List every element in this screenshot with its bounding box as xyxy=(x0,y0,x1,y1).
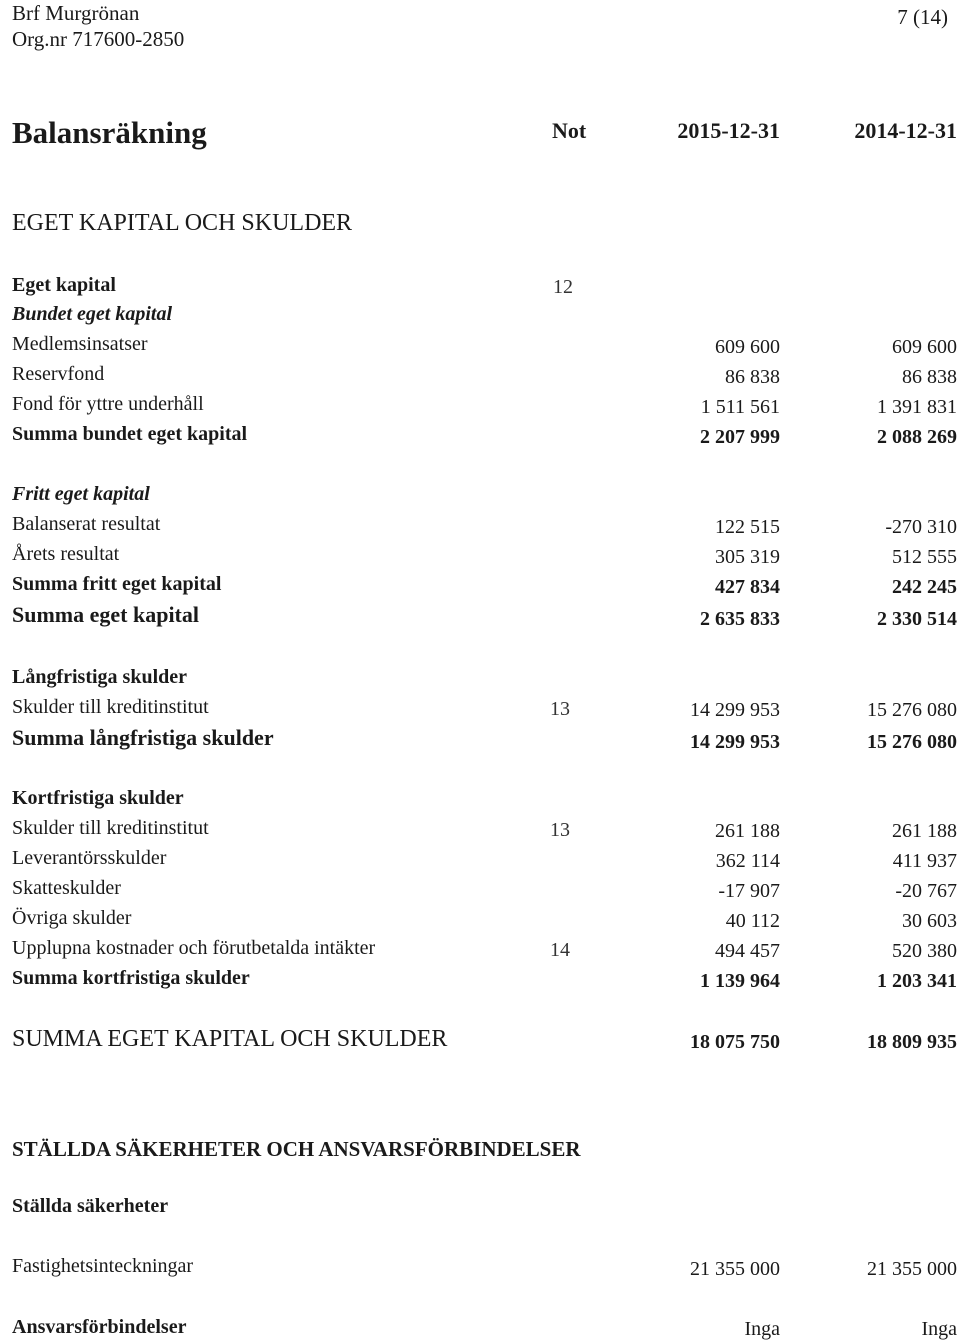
ansvar-previous: Inga xyxy=(921,1318,957,1340)
row-previous: 1 391 831 xyxy=(877,396,957,418)
row-label: Fond för yttre underhåll xyxy=(12,393,204,415)
row-label: Övriga skulder xyxy=(12,907,132,929)
total-current: 2 635 833 xyxy=(700,608,780,630)
row-label: Leverantörsskulder xyxy=(12,847,167,869)
sum-label: Summa kortfristiga skulder xyxy=(12,967,250,989)
org-name: Brf Murgrönan xyxy=(12,1,140,25)
sum-current: 1 139 964 xyxy=(700,970,780,992)
row-current: 609 600 xyxy=(715,336,780,358)
row-label: Balanserat resultat xyxy=(12,513,161,535)
sum-label: Summa långfristiga skulder xyxy=(12,725,274,750)
row-label: Skulder till kreditinstitut xyxy=(12,696,209,718)
row-label: Skulder till kreditinstitut xyxy=(12,817,209,839)
sum-previous: 242 245 xyxy=(892,576,957,598)
stallda-heading: Ställda säkerheter xyxy=(12,1195,169,1217)
grand-total-current: 18 075 750 xyxy=(690,1031,780,1053)
sum-current: 2 207 999 xyxy=(700,426,780,448)
sum-previous: 2 088 269 xyxy=(877,426,957,448)
row-current: 86 838 xyxy=(725,366,780,388)
row-current: 261 188 xyxy=(715,820,780,842)
row-previous: -270 310 xyxy=(885,516,957,538)
row-previous: 21 355 000 xyxy=(867,1258,957,1280)
row-previous: 30 603 xyxy=(902,910,957,932)
row-label: Upplupna kostnader och förutbetalda intäkter xyxy=(12,937,376,959)
langfristiga-heading: Långfristiga skulder xyxy=(12,666,188,688)
sum-label: Summa fritt eget kapital xyxy=(12,573,222,595)
row-previous: 261 188 xyxy=(892,820,957,842)
row-previous: 15 276 080 xyxy=(867,699,957,721)
sum-current: 427 834 xyxy=(715,576,780,598)
row-previous: -20 767 xyxy=(895,880,957,902)
column-previous: 2014-12-31 xyxy=(854,118,957,143)
section-title: EGET KAPITAL OCH SKULDER xyxy=(12,210,353,236)
row-current: 122 515 xyxy=(715,516,780,538)
eget-kapital-heading: Eget kapital xyxy=(12,274,116,296)
row-previous: 512 555 xyxy=(892,546,957,568)
row-label: Reservfond xyxy=(12,363,105,385)
column-note: Not xyxy=(552,118,587,143)
row-current: 40 112 xyxy=(725,910,780,932)
row-current: -17 907 xyxy=(718,880,780,902)
stallda-title: STÄLLDA SÄKERHETER OCH ANSVARSFÖRBINDELSER xyxy=(12,1137,581,1161)
row-note: 13 xyxy=(550,819,570,841)
row-previous: 609 600 xyxy=(892,336,957,358)
kortfristiga-heading: Kortfristiga skulder xyxy=(12,787,184,809)
sum-label: Summa bundet eget kapital xyxy=(12,423,248,445)
page-title: Balansräkning xyxy=(12,115,207,150)
row-note: 14 xyxy=(550,939,570,961)
row-note: 13 xyxy=(550,698,570,720)
total-previous: 2 330 514 xyxy=(877,608,957,630)
row-label: Fastighetsinteckningar xyxy=(12,1255,194,1277)
bundet-heading: Bundet eget kapital xyxy=(12,303,172,325)
org-number: Org.nr 717600-2850 xyxy=(12,27,185,51)
row-label: Årets resultat xyxy=(12,543,120,565)
row-label: Skatteskulder xyxy=(12,877,121,899)
sum-current: 14 299 953 xyxy=(690,731,780,753)
row-previous: 520 380 xyxy=(892,940,957,962)
ansvar-current: Inga xyxy=(744,1318,780,1340)
total-label: Summa eget kapital xyxy=(12,602,199,627)
grand-total-previous: 18 809 935 xyxy=(867,1031,957,1053)
row-current: 362 114 xyxy=(715,850,780,872)
row-previous: 411 937 xyxy=(892,850,957,872)
row-current: 21 355 000 xyxy=(690,1258,780,1280)
row-current: 1 511 561 xyxy=(700,396,780,418)
row-current: 305 319 xyxy=(715,546,780,568)
row-previous: 86 838 xyxy=(902,366,957,388)
sum-previous: 15 276 080 xyxy=(867,731,957,753)
eget-kapital-note: 12 xyxy=(553,276,573,298)
column-current: 2015-12-31 xyxy=(677,118,780,143)
row-current: 494 457 xyxy=(715,940,780,962)
page-number: 7 (14) xyxy=(897,5,948,29)
grand-total-label: SUMMA EGET KAPITAL OCH SKULDER xyxy=(12,1026,448,1052)
fritt-heading: Fritt eget kapital xyxy=(12,483,150,505)
ansvar-label: Ansvarsförbindelser xyxy=(12,1316,187,1338)
row-current: 14 299 953 xyxy=(690,699,780,721)
sum-previous: 1 203 341 xyxy=(877,970,957,992)
row-label: Medlemsinsatser xyxy=(12,333,148,355)
